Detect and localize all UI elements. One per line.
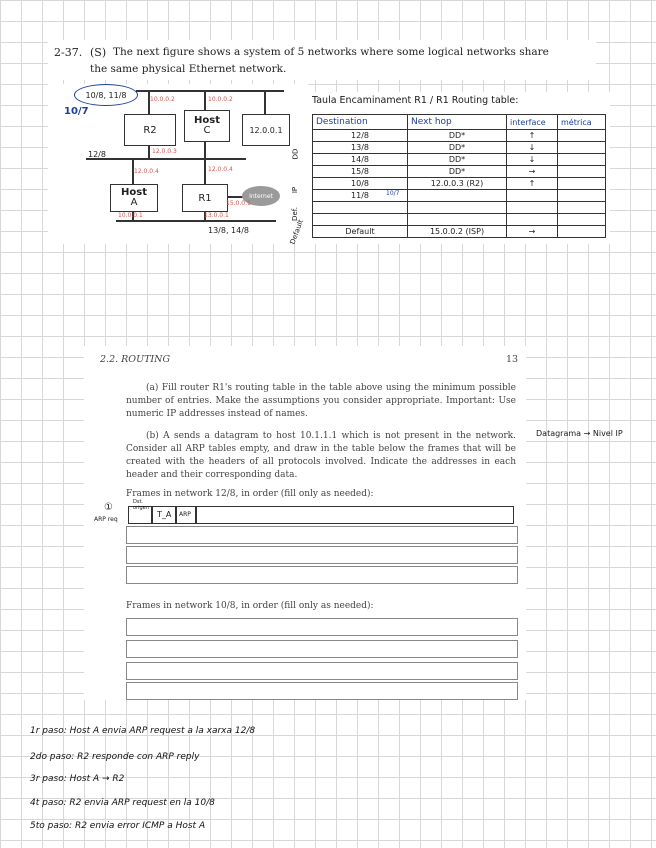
- col-interface: interface: [507, 115, 558, 130]
- annotation-ip: 10.0.0.2: [150, 96, 175, 103]
- frames-10-title: Frames in network 10/8, in order (fill only as needed):: [126, 601, 374, 611]
- annotation-ip: 10.0.0.1: [118, 212, 143, 219]
- cell-metric: [558, 214, 606, 226]
- server-label: 12.0.0.1: [249, 125, 283, 135]
- router-r1-label: R1: [198, 192, 212, 204]
- routing-table-row: [313, 178, 606, 190]
- part-a-text: (a) Fill router R1's routing table in the table above using the minimum possible number of entries. Make the assumptions you consider appropriate. Important: Use numeric IP addresses instead of names.: [126, 383, 516, 419]
- frame1-cell-ta: T_A: [157, 510, 172, 519]
- problem-text-line1: The next figure shows a system of 5 networks where some logical networks share: [113, 46, 549, 58]
- side-label-dd: DD: [291, 148, 300, 160]
- routing-table-row: [313, 226, 606, 238]
- routing-table-row: [313, 190, 606, 202]
- annotation-ip: 12.0.0.4: [208, 166, 233, 173]
- cell-interface: [507, 202, 558, 214]
- cell-metric: [558, 202, 606, 214]
- cell-destination: 11/8: [313, 190, 408, 202]
- net-label-circle: [74, 84, 138, 106]
- section-header: 2.2. ROUTING: [100, 354, 171, 365]
- annotation-ip: 12.0.0.3: [152, 148, 177, 155]
- cell-next-hop: 15.0.0.2 (ISP): [408, 226, 507, 238]
- cell-next-hop: [408, 190, 507, 202]
- frame-row: [126, 640, 518, 658]
- host-c-label-bottom: C: [203, 125, 211, 136]
- problem-number: 2-37.: [54, 46, 83, 59]
- cell-next-hop: DD*: [408, 130, 507, 142]
- cell-metric: [558, 130, 606, 142]
- frame1-cell-arp: ARP: [179, 511, 191, 518]
- frames-12-title: Frames in network 12/8, in order (fill only as needed):: [126, 489, 374, 499]
- cell-metric: [558, 166, 606, 178]
- cell-destination: [313, 214, 408, 226]
- cell-interface: ↑: [507, 130, 558, 142]
- frame1-side-label: ARP req: [94, 516, 118, 523]
- cell-metric: [558, 226, 606, 238]
- cell-next-hop: DD*: [408, 142, 507, 154]
- frame1-cell-dst: Dst. origen: [133, 499, 149, 511]
- side-label-def: Def.: [290, 207, 299, 221]
- cell-metric: [558, 178, 606, 190]
- cell-interface: ↓: [507, 142, 558, 154]
- cell-next-hop: DD*: [408, 166, 507, 178]
- cell-next-hop: DD*: [408, 154, 507, 166]
- frame-row: [126, 618, 518, 636]
- host-c: [184, 110, 230, 142]
- part-b-text: (b) A sends a datagram to host 10.1.1.1 which is not present in the network. Consider all ARP tables empty, and draw in the table below the frames that will be created with the headers of all protocols involved. Indicate the addresses in each header and their corresponding data.: [126, 431, 516, 480]
- side-label-ip: IP: [291, 186, 300, 194]
- cell-interface: [507, 214, 558, 226]
- routing-table-title: Taula Encaminament R1 / R1 Routing table:: [312, 95, 519, 106]
- cell-destination: [313, 202, 408, 214]
- cell-metric: [558, 142, 606, 154]
- frame1-number: ①: [104, 502, 113, 513]
- host-a-label-top: Host: [121, 187, 147, 198]
- note-step-5: 5to paso: R2 envia error ICMP a Host A: [30, 821, 206, 831]
- router-r2: [124, 114, 176, 146]
- side-label-10-7: 10/7: [64, 106, 89, 117]
- cell-interface: ↑: [507, 178, 558, 190]
- frame-row: [126, 662, 518, 680]
- side-note-datagram: Datagrama → Nivel IP: [536, 429, 623, 438]
- routing-table-row: [313, 142, 606, 154]
- net-label-12-8: 12/8: [88, 150, 106, 159]
- annotation-ip: 13.0.0.1: [204, 212, 229, 219]
- routing-table: [312, 114, 606, 238]
- page-number: 13: [506, 354, 519, 365]
- routing-table-row: [313, 166, 606, 178]
- cell-destination: Default: [313, 226, 408, 238]
- routing-table-row: [313, 202, 606, 214]
- note-step-1: 1r paso: Host A envia ARP request a la xarxa 12/8: [30, 726, 256, 736]
- cell-destination: 10/8: [313, 178, 408, 190]
- note-step-2: 2do paso: R2 responde con ARP reply: [30, 752, 200, 762]
- cell-destination: 14/8: [313, 154, 408, 166]
- frame-row: [126, 566, 518, 584]
- cell-metric: [558, 190, 606, 202]
- annotation-ip: 15.0.0.1: [226, 200, 251, 207]
- routing-table-row: [313, 130, 606, 142]
- host-a: [110, 184, 158, 212]
- brace-note: 10/7: [386, 190, 400, 197]
- cell-interface: [507, 190, 558, 202]
- frame-row: [126, 546, 518, 564]
- note-step-3: 3r paso: Host A → R2: [30, 774, 125, 784]
- routing-table-row: [313, 214, 606, 226]
- cloud-label: Internet: [249, 192, 273, 200]
- frame-row: [126, 526, 518, 544]
- host-c-label-top: Host: [194, 115, 220, 126]
- cell-next-hop: 12.0.0.3 (R2): [408, 178, 507, 190]
- circle-label-text: 10/8, 11/8: [85, 90, 127, 100]
- cell-interface: ↓: [507, 154, 558, 166]
- cell-destination: 13/8: [313, 142, 408, 154]
- cell-next-hop: [408, 202, 507, 214]
- col-next-hop: Next hop: [408, 115, 507, 130]
- side-label-default: Default: [288, 218, 305, 246]
- col-destination: Destination: [313, 115, 408, 130]
- frame-row: [126, 682, 518, 700]
- frame-row: [128, 499, 514, 524]
- cell-metric: [558, 154, 606, 166]
- router-r2-label: R2: [143, 124, 157, 136]
- routing-table-header-row: [313, 115, 606, 130]
- cell-next-hop: [408, 214, 507, 226]
- routing-table-row: [313, 154, 606, 166]
- server-12-0-0-1: [242, 114, 290, 146]
- col-metric: métrica: [558, 115, 606, 130]
- net-label-13-14: 13/8, 14/8: [208, 226, 250, 235]
- problem-mark: (S): [90, 46, 107, 59]
- network-diagram: [48, 84, 308, 244]
- cell-interface: →: [507, 226, 558, 238]
- router-r1: [182, 184, 228, 212]
- cell-destination: 12/8: [313, 130, 408, 142]
- problem-text-line2: the same physical Ethernet network.: [90, 63, 287, 75]
- host-a-label-bottom: A: [130, 197, 138, 208]
- cell-interface: →: [507, 166, 558, 178]
- note-step-4: 4t paso: R2 envia ARP request en la 10/8: [30, 798, 215, 808]
- cell-destination: 15/8: [313, 166, 408, 178]
- annotation-ip: 12.0.0.4: [134, 168, 159, 175]
- annotation-ip: 10.0.0.2: [208, 96, 233, 103]
